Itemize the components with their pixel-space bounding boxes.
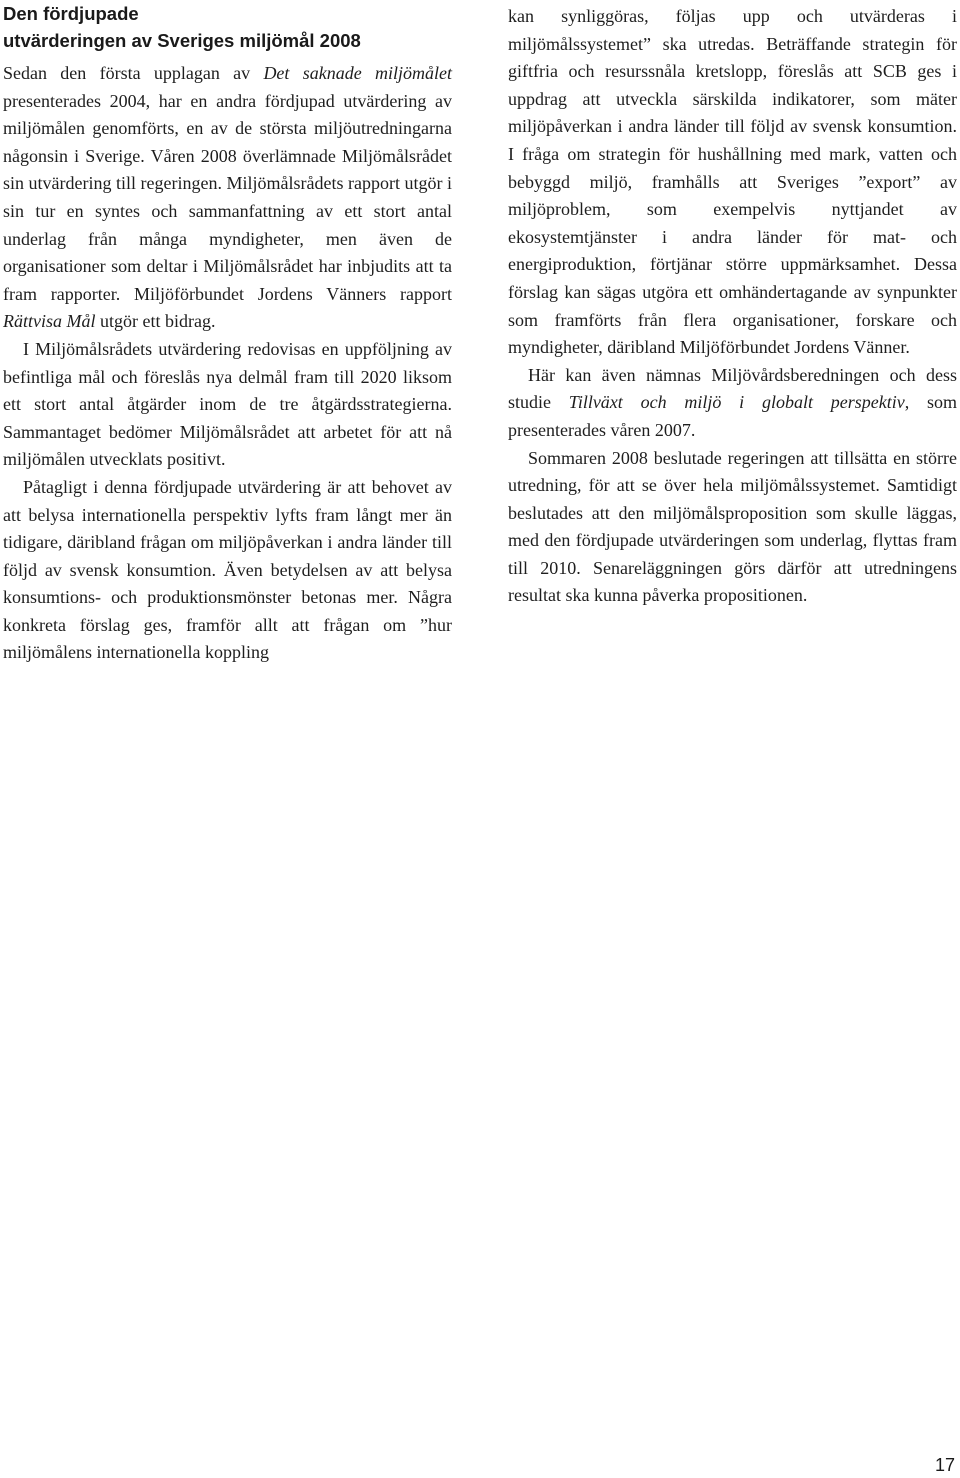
right-column xyxy=(508,3,957,610)
left-column xyxy=(3,0,452,667)
paragraph-continued: kan synliggöras, följas upp och utvärderas i miljömålssystemet” ska utredas. Beträffande strategin för giftfria och resurssnåla kretslopp, föreslås att SCB ges i uppdrag att utveckla särskilda indikatorer, som mäter miljöpåverkan i andra länder till följd av svensk konsumtion. I fråga om strategin för hushållning med mark, vatten och bebyggd miljö, framhålls att Sveriges ”export” av miljöproblem, som exempelvis nyttjandet av ekosystemtjänster i andra länder för mat- och energiproduktion, förtjänar större uppmärksamhet. Dessa förslag kan sägas utgöra ett omhändertagande av synpunkter som framförts från flera organisationer, forskare och myndigheter, däribland Miljöförbundet Jordens Vänner. xyxy=(508,6,957,358)
text-run: utgör ett bidrag. xyxy=(95,311,216,332)
page-number: 17 xyxy=(935,1455,956,1475)
text-run: presenterades 2004, har en andra fördjupad utvärdering av miljömålen genomförts, en av de största miljöutredningarna någonsin i Sverige. Våren 2008 överlämnade Miljömålsrådet sin utvärdering till regeringen. Miljömålsrådets rapport utgör i sin tur en syntes och sammanfattning av ett stort antal underlag från många myndigheter, men även de organisationer som deltar i Miljömålsrådet har inbjudits att ta fram rapporter. Miljöförbundet Jordens Vänners rapport xyxy=(3,90,452,304)
text-run: Sedan den första upplagan av xyxy=(3,63,264,83)
paragraph-intro xyxy=(3,60,452,336)
book-title-italic: Det saknade miljömålet xyxy=(263,63,453,83)
paragraph-summer-2008: Sommaren 2008 beslutade regeringen att tillsätta en större utredning, för att se över hela miljömålssystemet. Samtidigt beslutades att den miljömålsproposition som skulle läggas, med den fördjupade utvärderingen som underlag, flyttas fram till 2010. Senareläggningen görs därför att utredningens resultat ska kunna påverka propositionen. xyxy=(508,447,957,606)
paragraph-international: Påtagligt i denna fördjupade utvärdering är att behovet av att belysa internationella perspektiv lyfts fram långt mer än tidigare, däribland frågan om miljöpåverkan i andra länder till följd av svensk konsumtion. Även betydelsen av att belysa konsumtions- och produktionsmönster betonas mer. Några konkreta förslag ges, framför allt att frågan om ”hur miljömålens internationella koppling xyxy=(3,476,452,663)
text-run: Här kan även nämnas Miljövårdsberedningen och dess studie xyxy=(508,364,957,413)
study-title-italic: Tillväxt och miljö i globalt perspektiv xyxy=(568,392,905,413)
paragraph-study xyxy=(508,362,957,445)
paragraph-evaluation: I Miljömålsrådets utvärdering redovisas en uppföljning av befintliga mål och föreslås nya delmål fram till 2020 liksom ett stort antal åtgärder inom de tre åtgärdsstrategierna. Sammantaget bedömer Miljömålsrådet att arbetet för att nå miljömålen utvecklats positivt. xyxy=(3,338,452,470)
heading-line-1: Den fördjupade xyxy=(3,3,139,24)
text-run: , som presenterades våren 2007. xyxy=(508,392,957,440)
heading-line-2: utvärderingen av Sveriges miljömål 2008 xyxy=(3,30,361,51)
report-title-italic: Rättvisa Mål xyxy=(3,311,96,332)
section-heading xyxy=(3,0,452,54)
